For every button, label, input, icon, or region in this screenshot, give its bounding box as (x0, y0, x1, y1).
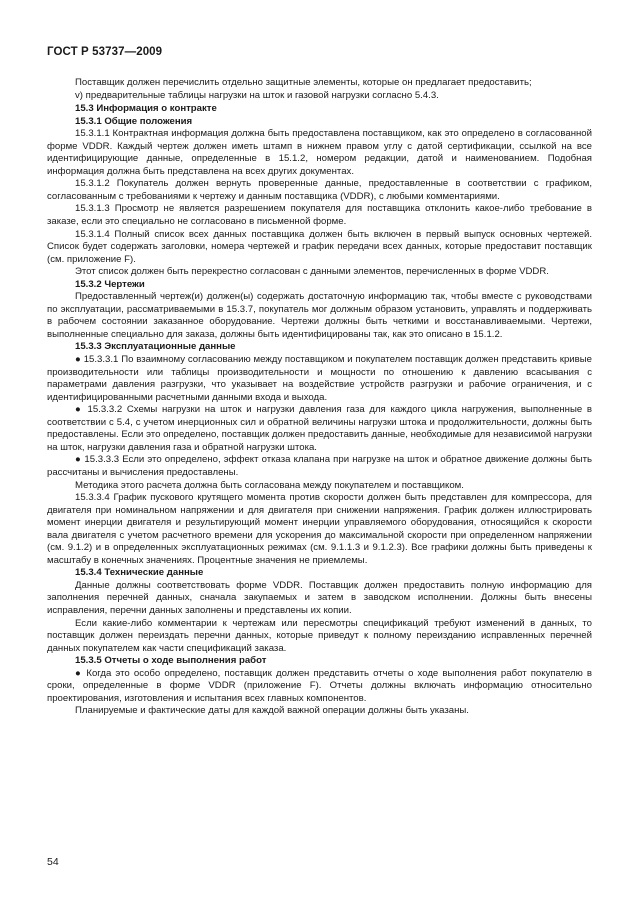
paragraph-15-3-1-3: 15.3.1.3 Просмотр не является разрешением покупателя для поставщика отклонить какое-либо требование в заказе, если это специально не согласовано в письменной форме. (47, 203, 592, 228)
paragraph: Планируемые и фактические даты для каждой важной операции должны быть указаны. (75, 705, 469, 717)
section-heading-15-3-1: 15.3.1 Общие положения (75, 115, 193, 127)
paragraph-15-3-1-1: 15.3.1.1 Контрактная информация должна быть предоставлена поставщиком, как это определено в согласованной форме VDDR. Каждый чертеж должен иметь штамп в нижнем правом углу с датой сертификации, ссылкой на все идентифицирующие данные, определенные в 15.1.2, номером редакции, датой и наименованием. Подобная информация должна быть представлена на всех других документах. (47, 128, 592, 177)
paragraph: ● Когда это особо определено, поставщик должен представить отчеты о ходе выполнения работ покупателю в сроки, определенные в форме VDDR (приложение F). Отчеты должны включать информацию относительно проектирования, изготовления и испытания всех главных компонентов. (47, 667, 592, 704)
paragraph: Данные должны соответствовать форме VDDR. Поставщик должен предоставить полную информацию для заполнения перечней данных, сначала закупаемых и затем в заводском исполнении. Должны быть внесены исправления, перечни данных заполнены и представлены их копии. (47, 579, 592, 616)
paragraph: Этот список должен быть перекрестно согласован с данными элементов, перечисленных в форме VDDR. (75, 266, 549, 278)
page-number: 54 (47, 856, 59, 868)
paragraph-15-3-1-4: 15.3.1.4 Полный список всех данных поставщика должен быть включен в первый выпуск основных чертежей. Список будет содержать заголовки, номера чертежей и график передачи всех данных, которые предоставит поставщик (см. приложение F). (47, 228, 592, 265)
document-body (47, 77, 592, 718)
paragraph-15-3-3-1: ● 15.3.3.1 По взаимному согласованию между поставщиком и покупателем поставщик должен представить кривые производительности или таблицы производительности и мощности по отношению к давлению всасывания с параметрами давления разгрузки, что указывает на воздействие устройств разгрузки и рабочие ограничения, и с идентифицированными расчетными данными входа и выхода. (47, 354, 592, 403)
standard-designation: ГОСТ Р 53737—2009 (47, 46, 163, 58)
section-heading-15-3-4: 15.3.4 Технические данные (75, 567, 204, 579)
paragraph-15-3-3-3: ● 15.3.3.3 Если это определено, эффект отказа клапана при нагрузке на шток и обратное движение должны быть рассчитаны и вычисления предоставлены. (47, 454, 592, 478)
section-heading-15-3-5: 15.3.5 Отчеты о ходе выполнения работ (75, 655, 267, 667)
paragraph: Если какие-либо комментарии к чертежам или пересмотры спецификаций требуют изменений в данных, то поставщик должен переиздать перечни данных, которые приведут к полному переизданию исправленных перечней данных покупателем как части спецификаций заказа. (47, 617, 592, 654)
paragraph-15-3-1-2: 15.3.1.2 Покупатель должен вернуть проверенные данные, предоставленные в соответствии с графиком, согласованным с требованиями к чертежу и данным поставщика (VDDR), с любыми комментариями. (47, 178, 592, 202)
paragraph: Методика этого расчета должна быть согласована между покупателем и поставщиком. (75, 479, 464, 491)
paragraph-15-3-3-2: ● 15.3.3.2 Схемы нагрузки на шток и нагрузки давления газа для каждого цикла нагружения, выполненные в соответствии с 5.4, с учетом инерционных сил и обратной величины нагрузки штока и продолжительности, должны быть предоставлены. Если это определено, поставщик должен предоставить данные, необходимые для независимой нагрузки на шток, нагрузки давления газа и обратной нагрузки штока. (47, 404, 592, 453)
paragraph-15-3-3-4: 15.3.3.4 График пускового крутящего момента против скорости должен быть представлен для компрессора, для двигателя при номинальном напряжении и для двигателя при снижении напряжения. График должен иллюстрировать момент инерции двигателя и результирующий момент инерции управляемого оборудования, относящийся к скорости вала двигателя с учетом расчетного времени для ускорения до максимальной скорости при определенном напряжении (см. 9.1.2) и в определенных эксплуатационных режимах (см. 9.1.1.3 и 9.1.2.3). Все графики должны быть приведены к масштабу в конечных значениях. Процентные значения не приемлемы. (47, 492, 592, 566)
paragraph: Предоставленный чертеж(и) должен(ы) содержать достаточную информацию так, чтобы вместе с руководствами по эксплуатации, рассматриваемыми в 15.3.7, покупатель мог должным образом установить, управлять и поддерживать в рабочем состоянии заказанное оборудование. Чертежи должны быть четкими и восстанавливаемыми. Чертежи, выполненные специально для заказа, должны быть идентифицированы так, как это описано в 15.1.2. (47, 291, 592, 340)
list-item-v: v) предварительные таблицы нагрузки на шток и газовой нагрузки согласно 5.4.3. (75, 89, 439, 101)
section-heading-15-3-3: 15.3.3 Эксплуатационные данные (75, 341, 236, 353)
paragraph: Поставщик должен перечислить отдельно защитные элементы, которые он предлагает предоставить; (75, 77, 532, 88)
section-heading-15-3-2: 15.3.2 Чертежи (75, 278, 145, 290)
section-heading-15-3: 15.3 Информация о контракте (75, 103, 217, 115)
